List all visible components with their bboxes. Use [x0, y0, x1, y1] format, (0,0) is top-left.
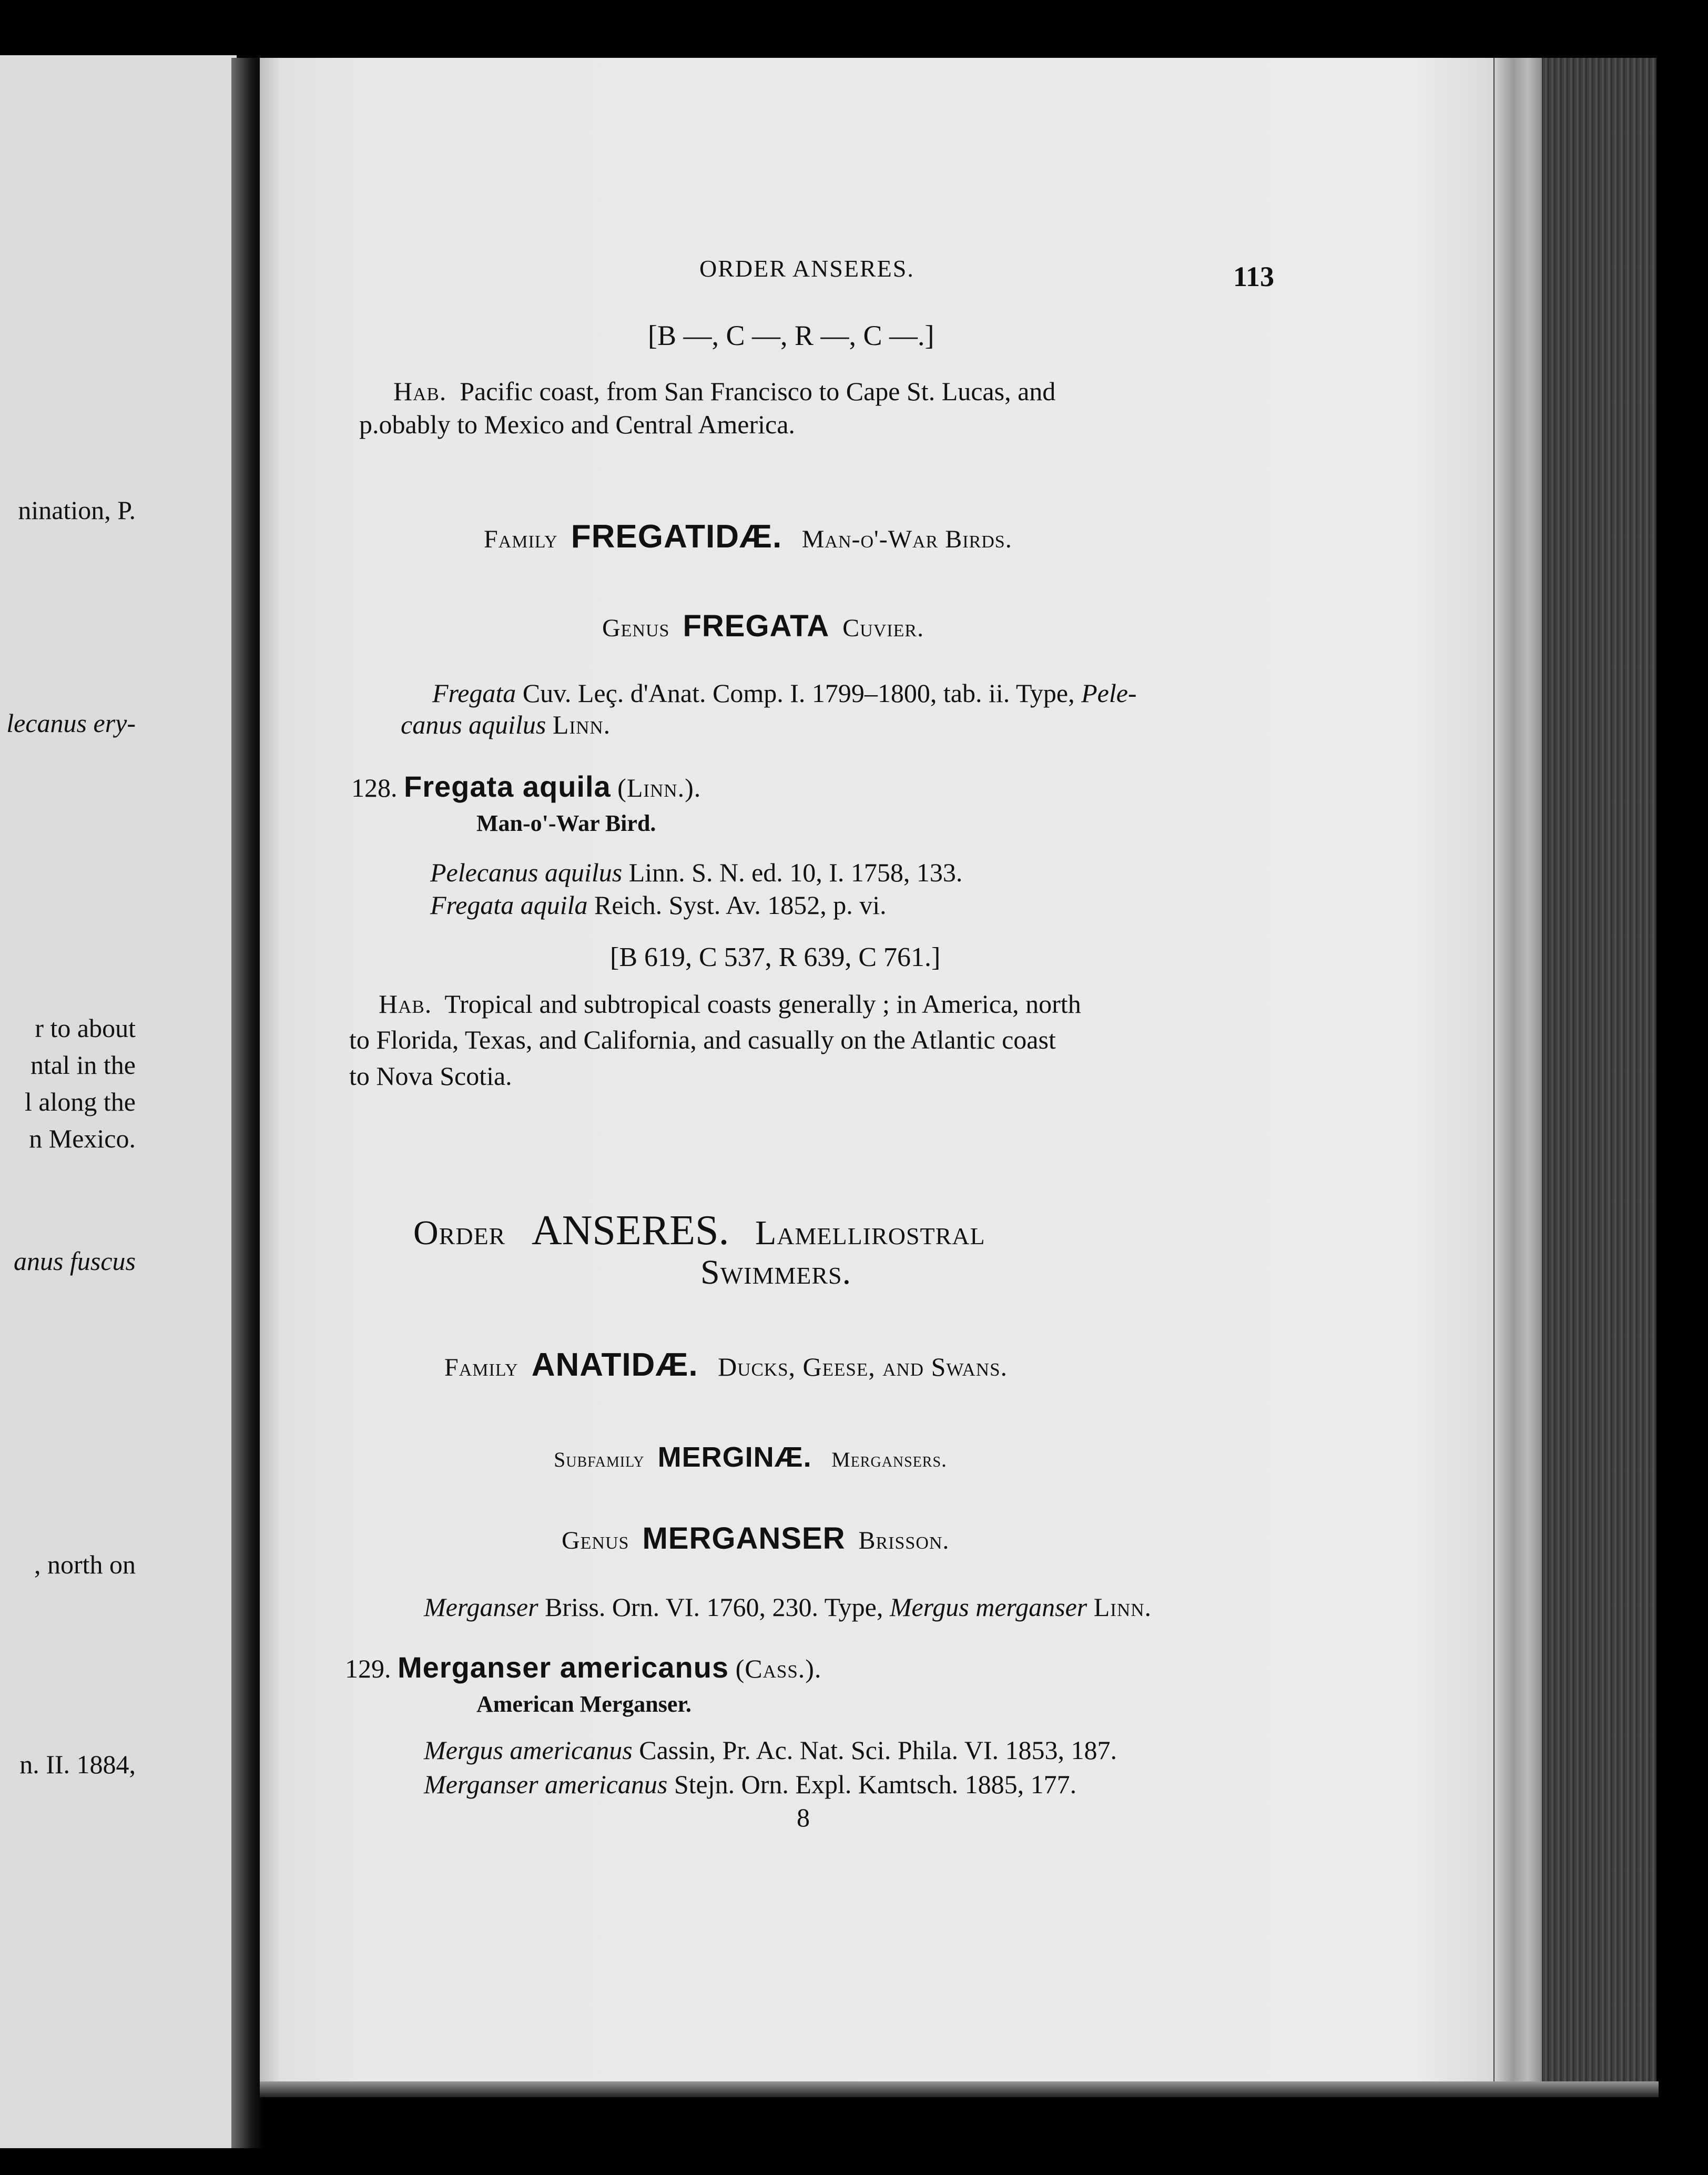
species-number: 129.	[345, 1654, 391, 1683]
species-128-synonym-1: Pelecanus aquilus Linn. S. N. ed. 10, I. 1758, 133.	[430, 858, 963, 887]
genus-fregata-reference-cont: canus aquilus Linn.	[401, 710, 611, 739]
carryover-hab-line1: Hab. Pacific coast, from San Francisco to Cape St. Lucas, and	[393, 377, 1056, 406]
species-128-common-name: Man-o'-War Bird.	[476, 810, 656, 836]
species-128-refs: [B 619, C 537, R 639, C 761.]	[610, 942, 941, 972]
species-number: 128.	[351, 773, 398, 802]
species-128-synonym-2: Fregata aquila Reich. Syst. Av. 1852, p. vi.	[430, 890, 887, 920]
species-128-hab-line2: to Florida, Texas, and California, and casually on the Atlantic coast	[349, 1025, 1056, 1054]
species-128-hab-line1: Hab. Tropical and subtropical coasts generally ; in America, north	[379, 989, 1081, 1019]
species-129-common-name: American Merganser.	[476, 1691, 692, 1717]
running-title: ORDER ANSERES.	[699, 255, 914, 282]
species-129-heading: 129. Merganser americanus (Cass.).	[345, 1651, 822, 1684]
left-facing-page	[0, 55, 237, 2148]
subfamily-merginae-heading: Subfamily MERGINÆ. Mergansers.	[554, 1441, 948, 1473]
species-129-synonym-2: Merganser americanus Stejn. Orn. Expl. Kamtsch. 1885, 177.	[424, 1770, 1077, 1799]
order-anseres-heading: Order ANSERES. Lamellirostral	[413, 1207, 985, 1254]
left-page-fragment: , north on	[34, 1550, 136, 1579]
left-page-fragment: n Mexico.	[29, 1124, 136, 1153]
carryover-hab-line2: p.obably to Mexico and Central America.	[359, 410, 795, 439]
left-page-fragment: lecanus ery-	[6, 708, 136, 738]
genus-merganser-reference: Merganser Briss. Orn. VI. 1760, 230. Type, Mergus merganser Linn.	[424, 1592, 1152, 1622]
page-number: 113	[1233, 261, 1275, 292]
family-anatidae-heading: Family ANATIDÆ. Ducks, Geese, and Swans.	[444, 1347, 1008, 1383]
left-page-fragment: anus fuscus	[14, 1246, 136, 1276]
species-name: Fregata aquila	[404, 770, 611, 803]
species-129-synonym-1: Mergus americanus Cassin, Pr. Ac. Nat. Sci. Phila. VI. 1853, 187.	[424, 1735, 1117, 1765]
carryover-refs: [B —, C —, R —, C —.]	[648, 320, 934, 351]
family-fregatidae-heading: Family FREGATIDÆ. Man-o'-War Birds.	[484, 519, 1012, 555]
species-128-heading: 128. Fregata aquila (Linn.).	[351, 770, 702, 803]
genus-fregata-heading: Genus FREGATA Cuvier.	[602, 609, 924, 643]
left-page-fragment: n. II. 1884,	[19, 1750, 136, 1779]
left-page-fragment: r to about	[35, 1013, 136, 1043]
hab-label: Hab.	[393, 377, 447, 406]
left-page-fragment: l along the	[24, 1087, 136, 1116]
page-edge-highlight	[1494, 58, 1542, 2088]
page-bottom-shadow	[260, 2081, 1659, 2097]
order-anseres-heading-cont: Swimmers.	[700, 1253, 852, 1292]
genus-merganser-heading: Genus MERGANSER Brisson.	[562, 1521, 950, 1556]
species-128-hab-line3: to Nova Scotia.	[349, 1061, 512, 1091]
genus-fregata-reference: Fregata Cuv. Leç. d'Anat. Comp. I. 1799–1800, tab. ii. Type, Pele-	[432, 678, 1137, 708]
signature-mark: 8	[797, 1803, 810, 1832]
left-page-fragment: nination, P.	[18, 495, 136, 525]
left-page-fragment: ntal in the	[30, 1050, 136, 1080]
species-name: Merganser americanus	[398, 1651, 729, 1684]
book-gutter	[231, 58, 264, 2148]
